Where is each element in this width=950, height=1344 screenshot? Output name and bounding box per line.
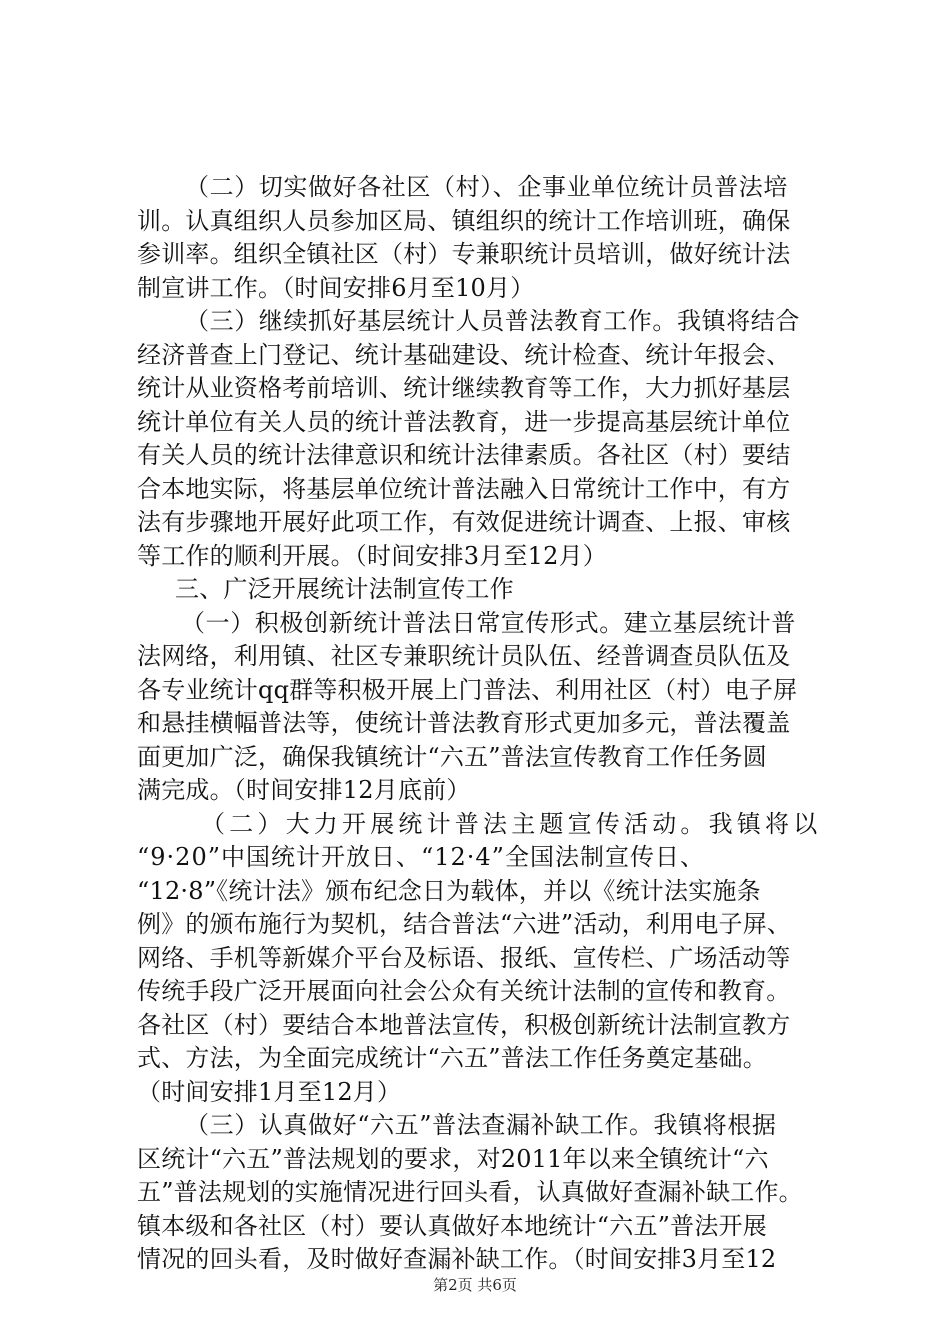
body-line: 网络、手机等新媒介平台及标语、报纸、宣传栏、广场活动等 (137, 943, 791, 972)
body-line: 训。认真组织人员参加区局、镇组织的统计工作培训班，确保 (137, 206, 791, 235)
body-line: 式、方法，为全面完成统计“六五”普法工作任务奠定基础。 (137, 1044, 767, 1072)
body-line: （一）积极创新统计普法日常宣传形式。建立基层统计普 (181, 608, 796, 637)
body-line: 制宣讲工作。（时间安排6月至10月） (137, 273, 535, 302)
body-line: 情况的回头看，及时做好查漏补缺工作。（时间安排3月至12 (137, 1245, 777, 1273)
body-line: 镇本级和各社区（村）要认真做好本地统计“六五”普法开展 (137, 1211, 767, 1240)
body-line: “12·8”《统计法》颁布纪念日为载体，并以《统计法实施条 (137, 876, 761, 905)
body-line: 法网络，利用镇、社区专兼职统计员队伍、经普调查员队伍及 (137, 642, 791, 670)
body-line: 统计从业资格考前培训、统计继续教育等工作，大力抓好基层 (137, 374, 791, 402)
body-line: 等工作的顺利开展。（时间安排3月至12月） (137, 541, 608, 570)
body-line: 合本地实际，将基层单位统计普法融入日常统计工作中，有方 (137, 474, 791, 503)
document-body (137, 171, 837, 1277)
body-line: 参训率。组织全镇社区（村）专兼职统计员培训，做好统计法 (137, 240, 791, 268)
body-line: 五”普法规划的实施情况进行回头看，认真做好查漏补缺工作。 (137, 1178, 803, 1206)
body-line: （二）切实做好各社区（村）、企事业单位统计员普法培 (185, 173, 788, 201)
body-line: 区统计“六五”普法规划的要求，对2011年以来全镇统计“六 (137, 1144, 769, 1173)
body-line: 各社区（村）要结合本地普法宣传，积极创新统计法制宣教方 (137, 1010, 791, 1039)
body-line: 有关人员的统计法律意识和统计法律素质。各社区（村）要结 (137, 441, 791, 469)
body-line: （时间安排1月至12月） (137, 1077, 402, 1106)
body-line: 经济普查上门登记、统计基础建设、统计检查、统计年报会、 (137, 340, 791, 369)
body-line: 例》的颁布施行为契机，结合普法“六进”活动，利用电子屏、 (137, 910, 792, 938)
body-line: 统计单位有关人员的统计普法教育，进一步提高基层统计单位 (137, 407, 791, 436)
body-line: “9·20”中国统计开放日、“12·4”全国法制宣传日、 (137, 843, 705, 871)
body-line: 和悬挂横幅普法等，使统计普法教育形式更加多元，普法覆盖 (137, 709, 791, 737)
page-footer: 第2页 共6页 (433, 1276, 517, 1294)
body-line: 面更加广泛，确保我镇统计“六五”普法宣传教育工作任务圆 (137, 742, 767, 771)
body-line: 各专业统计qq群等积极开展上门普法、利用社区（村）电子屏 (137, 675, 798, 704)
body-line: （三）认真做好“六五”普法查漏补缺工作。我镇将根据 (185, 1111, 777, 1139)
body-line: 三、广泛开展统计法制宣传工作 (175, 575, 514, 603)
body-line: （二）大力开展统计普法主题宣传活动。我镇将以 (201, 809, 822, 838)
body-line: 法有步骤地开展好此项工作，有效促进统计调查、上报、审核 (137, 508, 791, 536)
body-line: 传统手段广泛开展面向社会公众有关统计法制的宣传和教育。 (137, 977, 791, 1005)
body-line: 满完成。（时间安排12月底前） (137, 776, 471, 804)
body-line: （三）继续抓好基层统计人员普法教育工作。我镇将结合 (185, 307, 800, 335)
